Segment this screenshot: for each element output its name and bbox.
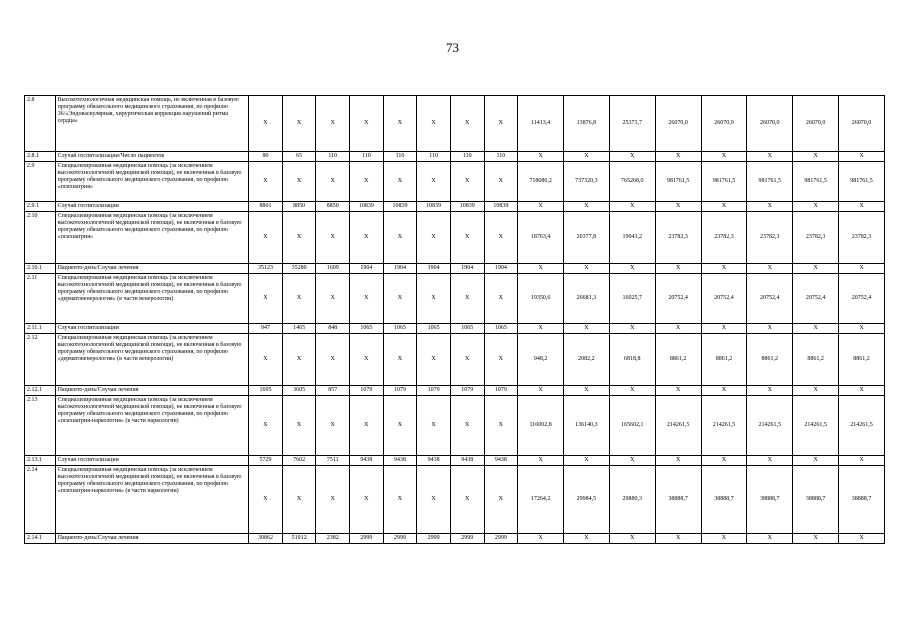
value-cell: 26070,0 [701,96,747,152]
value-cell: 9438 [450,456,484,466]
value-cell: 20752,4 [655,274,701,324]
value-cell: 8861,2 [701,334,747,386]
row-description: Специализированная медицинская помощь (за исключением высокотехнологичной медицинской помощи), не включенная в базовую программу обязательного медицинского страхования, по профилю «психиатрия-наркология» (в части наркологии) [55,466,249,534]
value-cell: X [484,396,518,456]
value-cell: X [839,534,885,544]
value-cell: 38888,7 [701,466,747,534]
value-cell: X [249,334,283,386]
value-cell: 9438 [417,456,451,466]
value-cell: X [518,456,564,466]
table-row [25,386,885,396]
value-cell: 23782,3 [793,212,839,264]
value-cell: 1904 [484,264,518,274]
value-cell: 1079 [350,386,384,396]
value-cell: 26070,0 [793,96,839,152]
value-cell: 1065 [450,324,484,334]
row-code: 2.8.1 [25,152,56,162]
value-cell: 23782,3 [655,212,701,264]
value-cell: X [484,466,518,534]
value-cell: 214261,5 [701,396,747,456]
value-cell: X [282,274,316,324]
value-cell: X [282,162,316,202]
value-cell: X [249,162,283,202]
value-cell: 23782,3 [839,212,885,264]
value-cell: 1079 [383,386,417,396]
value-cell: X [450,212,484,264]
value-cell: 116002,8 [518,396,564,456]
value-cell: X [839,264,885,274]
row-code: 2.14.1 [25,534,56,544]
value-cell: 20752,4 [793,274,839,324]
value-cell: 948,2 [518,334,564,386]
value-cell: 8801 [249,202,283,212]
value-cell: X [747,264,793,274]
value-cell: X [282,212,316,264]
value-cell: X [609,264,655,274]
value-cell: 8861,2 [747,334,793,386]
value-cell: 35280 [282,264,316,274]
value-cell: 20752,4 [747,274,793,324]
value-cell: X [450,162,484,202]
value-cell: X [518,534,564,544]
value-cell: X [450,396,484,456]
value-cell: 1065 [383,324,417,334]
value-cell: X [383,212,417,264]
value-cell: 19043,2 [609,212,655,264]
row-description: Специализированная медицинская помощь (за исключением высокотехнологичной медицинской помощи), не включенная в базовую программу обязательного медицинского страхования, по профилю «дерматовенерология» (в части венерологии) [55,334,249,386]
value-cell: 7602 [282,456,316,466]
value-cell: 23782,3 [701,212,747,264]
value-cell: X [450,466,484,534]
value-cell: 1065 [417,324,451,334]
table-row [25,264,885,274]
value-cell: X [383,334,417,386]
value-cell: X [484,212,518,264]
value-cell: X [282,334,316,386]
table-row [25,334,885,386]
value-cell: X [450,334,484,386]
value-cell: X [655,202,701,212]
table-row [25,456,885,466]
value-cell: X [249,396,283,456]
value-cell: 35123 [249,264,283,274]
value-cell: 110 [484,152,518,162]
value-cell: 38888,7 [793,466,839,534]
value-cell: X [793,324,839,334]
value-cell: 214261,5 [839,396,885,456]
row-code: 2.10 [25,212,56,264]
value-cell: 17264,2 [518,466,564,534]
value-cell: 848 [316,324,350,334]
value-cell: 19350,6 [518,274,564,324]
value-cell: X [518,202,564,212]
value-cell: 2999 [484,534,518,544]
value-cell: X [383,274,417,324]
value-cell: X [350,334,384,386]
value-cell: X [655,324,701,334]
value-cell: X [793,456,839,466]
value-cell: X [747,386,793,396]
value-cell: X [701,202,747,212]
value-cell: X [839,152,885,162]
value-cell: X [655,456,701,466]
row-description: Случаи госпитализации [55,456,249,466]
value-cell: X [350,274,384,324]
value-cell: X [316,96,350,152]
value-cell: 25373,7 [609,96,655,152]
value-cell: 165602,1 [609,396,655,456]
value-cell: X [564,324,610,334]
value-cell: X [249,274,283,324]
row-description: Пациенто-день/Случаи лечения [55,534,249,544]
value-cell: 8850 [282,202,316,212]
row-description: Специализированная медицинская помощь (за исключением высокотехнологичной медицинской помощи), не включенная в базовую программу обязательного медицинского страхования, по профилю «психиатрия-наркология» (в части наркологии) [55,396,249,456]
value-cell: 51912 [282,534,316,544]
value-cell: X [417,212,451,264]
value-cell: X [316,162,350,202]
value-cell: 20752,4 [701,274,747,324]
value-cell: 16025,7 [609,274,655,324]
value-cell: X [383,162,417,202]
value-cell: X [484,334,518,386]
value-cell: 6818,8 [609,334,655,386]
value-cell: X [609,202,655,212]
value-cell: 38888,7 [655,466,701,534]
value-cell: X [417,274,451,324]
value-cell: X [793,202,839,212]
row-description: Специализированная медицинская помощь (за исключением высокотехнологичной медицинской помощи), не включенная в базовую программу обязательного медицинского страхования, по профилю «дерматовенерология» (в части венерологии) [55,274,249,324]
value-cell: 981761,5 [747,162,793,202]
row-description: Случаи госпитализации [55,324,249,334]
value-cell: X [609,386,655,396]
table-row [25,202,885,212]
row-code: 2.13.1 [25,456,56,466]
value-cell: 1079 [484,386,518,396]
value-cell: 110 [417,152,451,162]
value-cell: 765268,0 [609,162,655,202]
value-cell: X [701,534,747,544]
value-cell: 26070,0 [839,96,885,152]
row-description: Пациенто-день/Случаи лечения [55,264,249,274]
value-cell: X [655,386,701,396]
value-cell: X [484,162,518,202]
value-cell: X [518,386,564,396]
value-cell: 10839 [450,202,484,212]
row-code: 2.10.1 [25,264,56,274]
table-row [25,324,885,334]
value-cell: 8861,2 [793,334,839,386]
data-table [24,95,885,544]
value-cell: 981761,5 [793,162,839,202]
value-cell: 5729 [249,456,283,466]
row-code: 2.14 [25,466,56,534]
row-description: Специализированная медицинская помощь (за исключением высокотехнологичной медицинской помощи), не включенная в базовую программу обязательного медицинского страхования, по профилю «психиатрия» [55,162,249,202]
value-cell: 110 [350,152,384,162]
value-cell: 2999 [417,534,451,544]
value-cell: 214261,5 [793,396,839,456]
value-cell: X [316,334,350,386]
value-cell: X [282,396,316,456]
value-cell: X [839,386,885,396]
table-row [25,274,885,324]
value-cell: 136140,3 [564,396,610,456]
value-cell: X [316,466,350,534]
table-row [25,534,885,544]
value-cell: 1695 [249,386,283,396]
value-cell: X [316,212,350,264]
row-code: 2.8 [25,96,56,152]
value-cell: 3605 [282,386,316,396]
value-cell: 214261,5 [747,396,793,456]
value-cell: X [417,162,451,202]
value-cell: X [282,96,316,152]
value-cell: X [701,456,747,466]
value-cell: 2999 [450,534,484,544]
value-cell: 1904 [383,264,417,274]
value-cell: X [747,202,793,212]
value-cell: 110 [383,152,417,162]
value-cell: 23782,3 [747,212,793,264]
row-code: 2.11 [25,274,56,324]
value-cell: 9438 [484,456,518,466]
value-cell: X [249,96,283,152]
value-cell: 20752,4 [839,274,885,324]
value-cell: X [564,534,610,544]
value-cell: X [793,386,839,396]
value-cell: 718080,2 [518,162,564,202]
value-cell: 26070,0 [747,96,793,152]
value-cell: X [350,212,384,264]
value-cell: 981761,5 [655,162,701,202]
row-code: 2.9.1 [25,202,56,212]
value-cell: 2382 [316,534,350,544]
value-cell: X [609,152,655,162]
value-cell: X [839,456,885,466]
value-cell: 857 [316,386,350,396]
value-cell: 737320,3 [564,162,610,202]
row-code: 2.12 [25,334,56,386]
value-cell: X [518,264,564,274]
value-cell: X [383,96,417,152]
value-cell: X [484,274,518,324]
value-cell: 981761,5 [701,162,747,202]
value-cell: X [417,334,451,386]
row-code: 2.13 [25,396,56,456]
value-cell: 10839 [417,202,451,212]
value-cell: X [383,466,417,534]
value-cell: X [316,274,350,324]
row-description: Специализированная медицинская помощь (за исключением высокотехнологичной медицинской помощи), не включенная в базовую программу обязательного медицинского страхования, по профилю «психиатрия» [55,212,249,264]
value-cell: 8861,2 [839,334,885,386]
value-cell: X [609,534,655,544]
table-row [25,162,885,202]
value-cell: X [793,264,839,274]
table-row [25,396,885,456]
value-cell: X [839,324,885,334]
value-cell: 981761,5 [839,162,885,202]
value-cell: X [484,96,518,152]
value-cell: X [417,466,451,534]
value-cell: 29984,5 [564,466,610,534]
value-cell: X [282,466,316,534]
row-description: Случай госпитализации/Число пациентов [55,152,249,162]
value-cell: 20377,8 [564,212,610,264]
value-cell: X [564,264,610,274]
value-cell: X [350,396,384,456]
value-cell: 13876,8 [564,96,610,152]
value-cell: X [793,152,839,162]
value-cell: 38888,7 [747,466,793,534]
value-cell: X [350,162,384,202]
value-cell: 1609 [316,264,350,274]
table-body [25,96,885,544]
value-cell: X [701,386,747,396]
value-cell: X [655,264,701,274]
value-cell: 1904 [417,264,451,274]
value-cell: X [564,386,610,396]
value-cell: 2082,2 [564,334,610,386]
value-cell: X [609,456,655,466]
value-cell: 9438 [383,456,417,466]
row-code: 2.12.1 [25,386,56,396]
page-number: 73 [446,40,459,55]
value-cell: 2999 [350,534,384,544]
value-cell: X [417,396,451,456]
value-cell: 110 [450,152,484,162]
value-cell: 11413,4 [518,96,564,152]
value-cell: X [350,96,384,152]
value-cell: 10839 [484,202,518,212]
value-cell: 29880,3 [609,466,655,534]
value-cell: 214261,5 [655,396,701,456]
table-row [25,212,885,264]
value-cell: X [564,152,610,162]
value-cell: 10839 [350,202,384,212]
row-description: Случай госпитализации [55,202,249,212]
value-cell: X [316,396,350,456]
value-cell: X [701,324,747,334]
value-cell: 8850 [316,202,350,212]
row-code: 2.11.1 [25,324,56,334]
value-cell: 10839 [383,202,417,212]
value-cell: 1065 [484,324,518,334]
value-cell: X [701,264,747,274]
value-cell: 30862 [249,534,283,544]
value-cell: X [655,534,701,544]
value-cell: X [350,466,384,534]
value-cell: X [655,152,701,162]
row-description: Пациенто-день/Случаи лечения [55,386,249,396]
value-cell: 1904 [350,264,384,274]
value-cell: X [793,534,839,544]
value-cell: X [383,396,417,456]
value-cell: 18763,4 [518,212,564,264]
table-row [25,466,885,534]
value-cell: X [609,324,655,334]
value-cell: X [249,212,283,264]
value-cell: 80 [249,152,283,162]
value-cell: 1079 [417,386,451,396]
value-cell: X [564,202,610,212]
table-row [25,96,885,152]
value-cell: 9438 [350,456,384,466]
row-code: 2.9 [25,162,56,202]
value-cell: X [450,274,484,324]
table-row [25,152,885,162]
value-cell: X [518,152,564,162]
value-cell: 26070,0 [655,96,701,152]
value-cell: 65 [282,152,316,162]
row-description: Высокотехнологичная медицинская помощь, не включенная в базовую программу обязательного медицинского страхования, по профилю 36/«Эндоваскулярная, хирургическая коррекция нарушений ритма сердца» [55,96,249,152]
value-cell: 7511 [316,456,350,466]
value-cell: X [249,466,283,534]
value-cell: X [747,324,793,334]
value-cell: 110 [316,152,350,162]
value-cell: 947 [249,324,283,334]
value-cell: 1065 [350,324,384,334]
value-cell: 2999 [383,534,417,544]
value-cell: X [564,456,610,466]
value-cell: X [839,202,885,212]
value-cell: X [450,96,484,152]
value-cell: 38888,7 [839,466,885,534]
value-cell: X [518,324,564,334]
value-cell: 1904 [450,264,484,274]
value-cell: X [417,96,451,152]
value-cell: 1079 [450,386,484,396]
value-cell: 26681,3 [564,274,610,324]
value-cell: X [747,456,793,466]
value-cell: X [747,152,793,162]
value-cell: 1465 [282,324,316,334]
value-cell: 8861,2 [655,334,701,386]
value-cell: X [701,152,747,162]
value-cell: X [747,534,793,544]
